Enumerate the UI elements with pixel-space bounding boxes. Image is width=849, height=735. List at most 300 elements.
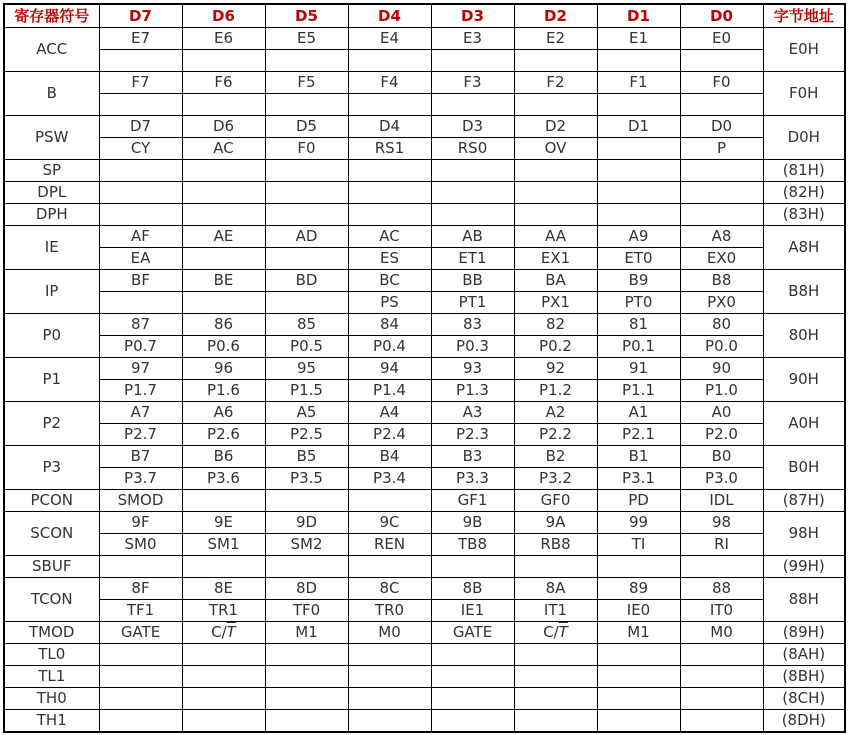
bit-address-cell: F7 xyxy=(99,72,182,94)
bit-cell xyxy=(680,666,763,688)
bit-name-cell xyxy=(348,94,431,116)
bit-cell xyxy=(348,204,431,226)
bit-name-cell: PT1 xyxy=(431,292,514,314)
bit-cell xyxy=(265,710,348,733)
bit-name-cell xyxy=(431,50,514,72)
bit-name-cell: P2.7 xyxy=(99,424,182,446)
register-bitname-row-ie xyxy=(4,248,845,270)
bit-name-cell xyxy=(597,138,680,160)
register-row-psw xyxy=(4,116,845,138)
bit-cell xyxy=(597,666,680,688)
bit-address-cell: 98 xyxy=(680,512,763,534)
bit-address-cell: B9 xyxy=(597,270,680,292)
bit-address-cell: 80 xyxy=(680,314,763,336)
bit-address-cell: 94 xyxy=(348,358,431,380)
bit-name-cell: P1.0 xyxy=(680,380,763,402)
bit-address-cell: 9F xyxy=(99,512,182,534)
bit-address-cell: 9C xyxy=(348,512,431,534)
bit-name-cell: P2.1 xyxy=(597,424,680,446)
bit-cell: M0 xyxy=(348,622,431,644)
bit-cell xyxy=(597,688,680,710)
bit-name-cell: RB8 xyxy=(514,534,597,556)
bit-cell xyxy=(514,710,597,733)
byte-address: (82H) xyxy=(763,182,845,204)
register-row-tmod xyxy=(4,622,845,644)
register-row-scon xyxy=(4,512,845,534)
bit-name-cell xyxy=(182,50,265,72)
bit-name-cell: P3.7 xyxy=(99,468,182,490)
bit-address-cell: 82 xyxy=(514,314,597,336)
bit-name-cell xyxy=(597,94,680,116)
bit-name-cell: ES xyxy=(348,248,431,270)
bit-name-cell: P2.0 xyxy=(680,424,763,446)
header-bit-d7: D7 xyxy=(99,4,182,28)
bit-name-cell: PS xyxy=(348,292,431,314)
bit-cell xyxy=(348,710,431,733)
bit-name-cell: P0.5 xyxy=(265,336,348,358)
bit-cell xyxy=(182,204,265,226)
bit-name-cell: P1.5 xyxy=(265,380,348,402)
byte-address: (8CH) xyxy=(763,688,845,710)
bit-address-cell: 86 xyxy=(182,314,265,336)
bit-cell xyxy=(348,556,431,578)
register-name: TCON xyxy=(4,578,99,622)
bit-cell xyxy=(597,556,680,578)
bit-cell xyxy=(182,688,265,710)
bit-name-cell xyxy=(514,94,597,116)
bit-address-cell: 90 xyxy=(680,358,763,380)
byte-address: (83H) xyxy=(763,204,845,226)
bit-name-cell xyxy=(99,292,182,314)
bit-name-cell: SM2 xyxy=(265,534,348,556)
bit-name-cell: P0.1 xyxy=(597,336,680,358)
bit-address-cell: 8E xyxy=(182,578,265,600)
bit-cell xyxy=(182,182,265,204)
bit-address-cell: B5 xyxy=(265,446,348,468)
bit-cell xyxy=(680,688,763,710)
bit-address-cell: A4 xyxy=(348,402,431,424)
bit-name-cell xyxy=(514,50,597,72)
register-name: P2 xyxy=(4,402,99,446)
register-row-ie xyxy=(4,226,845,248)
bit-cell: GF0 xyxy=(514,490,597,512)
bit-cell xyxy=(182,160,265,182)
bit-address-cell: 9D xyxy=(265,512,348,534)
register-name: IP xyxy=(4,270,99,314)
bit-cell xyxy=(431,556,514,578)
register-bitname-row-tcon xyxy=(4,600,845,622)
bit-cell xyxy=(265,160,348,182)
bit-name-cell: PX0 xyxy=(680,292,763,314)
byte-address: (8DH) xyxy=(763,710,845,733)
bit-address-cell: 81 xyxy=(597,314,680,336)
bit-cell xyxy=(431,666,514,688)
bit-name-cell: P0.7 xyxy=(99,336,182,358)
bit-cell xyxy=(182,490,265,512)
byte-address: B0H xyxy=(763,446,845,490)
bit-address-cell: E1 xyxy=(597,28,680,50)
bit-address-cell: B3 xyxy=(431,446,514,468)
bit-name-cell: EA xyxy=(99,248,182,270)
byte-address: 90H xyxy=(763,358,845,402)
sfr-table xyxy=(3,3,846,733)
bit-cell xyxy=(514,182,597,204)
bit-address-cell: 95 xyxy=(265,358,348,380)
bit-address-cell: 83 xyxy=(431,314,514,336)
bit-name-cell xyxy=(182,94,265,116)
bit-address-cell: D7 xyxy=(99,116,182,138)
register-bitname-row-p3 xyxy=(4,468,845,490)
bit-name-cell: F0 xyxy=(265,138,348,160)
bit-address-cell: B4 xyxy=(348,446,431,468)
register-name: P0 xyxy=(4,314,99,358)
bit-address-cell: BD xyxy=(265,270,348,292)
bit-cell xyxy=(348,688,431,710)
bit-cell xyxy=(597,204,680,226)
bit-address-cell: 8B xyxy=(431,578,514,600)
header-bit-d3: D3 xyxy=(431,4,514,28)
bit-cell xyxy=(265,204,348,226)
bit-address-cell: F2 xyxy=(514,72,597,94)
bit-cell xyxy=(680,710,763,733)
bit-name-cell: EX1 xyxy=(514,248,597,270)
bit-cell xyxy=(348,182,431,204)
bit-address-cell: 99 xyxy=(597,512,680,534)
bit-address-cell: D0 xyxy=(680,116,763,138)
register-name: P1 xyxy=(4,358,99,402)
bit-cell xyxy=(348,644,431,666)
bit-address-cell: D6 xyxy=(182,116,265,138)
bit-name-cell: CY xyxy=(99,138,182,160)
bit-cell xyxy=(182,666,265,688)
bit-name-cell: TF1 xyxy=(99,600,182,622)
bit-address-cell: AB xyxy=(431,226,514,248)
bit-cell xyxy=(99,556,182,578)
bit-cell xyxy=(431,688,514,710)
bit-address-cell: E6 xyxy=(182,28,265,50)
bit-name-cell xyxy=(265,50,348,72)
register-row-p2 xyxy=(4,402,845,424)
bit-name-cell xyxy=(182,292,265,314)
bit-cell xyxy=(514,160,597,182)
register-name: TL1 xyxy=(4,666,99,688)
bit-name-cell xyxy=(597,50,680,72)
byte-address: 88H xyxy=(763,578,845,622)
register-row-tl1 xyxy=(4,666,845,688)
bit-cell xyxy=(597,644,680,666)
byte-address: (99H) xyxy=(763,556,845,578)
register-name: SCON xyxy=(4,512,99,556)
bit-name-cell: P1.7 xyxy=(99,380,182,402)
register-row-tcon xyxy=(4,578,845,600)
bit-name-cell: P3.0 xyxy=(680,468,763,490)
header-bit-d6: D6 xyxy=(182,4,265,28)
register-row-p1 xyxy=(4,358,845,380)
register-row-dph xyxy=(4,204,845,226)
bit-cell xyxy=(680,182,763,204)
bit-address-cell: AD xyxy=(265,226,348,248)
bit-name-cell: P2.3 xyxy=(431,424,514,446)
register-row-th1 xyxy=(4,710,845,733)
bit-name-cell xyxy=(99,94,182,116)
sfr-table-sheet xyxy=(3,3,846,733)
register-bitname-row-p0 xyxy=(4,336,845,358)
bit-cell: GATE xyxy=(99,622,182,644)
bit-cell xyxy=(680,644,763,666)
bit-cell: M1 xyxy=(265,622,348,644)
bit-address-cell: B7 xyxy=(99,446,182,468)
register-row-p0 xyxy=(4,314,845,336)
bit-name-cell: P3.5 xyxy=(265,468,348,490)
register-name: SBUF xyxy=(4,556,99,578)
bit-address-cell: 8F xyxy=(99,578,182,600)
header-address: 字节地址 xyxy=(763,4,845,28)
byte-address: (81H) xyxy=(763,160,845,182)
bit-name-cell xyxy=(680,94,763,116)
bit-name-cell: P1.1 xyxy=(597,380,680,402)
bit-cell xyxy=(431,710,514,733)
bit-name-cell: P1.4 xyxy=(348,380,431,402)
byte-address: A0H xyxy=(763,402,845,446)
register-row-th0 xyxy=(4,688,845,710)
bit-cell xyxy=(348,160,431,182)
bit-cell xyxy=(514,204,597,226)
bit-cell xyxy=(265,556,348,578)
byte-address: (87H) xyxy=(763,490,845,512)
bit-name-cell: SM0 xyxy=(99,534,182,556)
bit-address-cell: 8A xyxy=(514,578,597,600)
bit-cell xyxy=(431,644,514,666)
register-row-b xyxy=(4,72,845,94)
bit-cell xyxy=(348,666,431,688)
bit-address-cell: 91 xyxy=(597,358,680,380)
bit-cell xyxy=(514,644,597,666)
bit-address-cell: E3 xyxy=(431,28,514,50)
bit-address-cell: B8 xyxy=(680,270,763,292)
bit-name-cell: P2.5 xyxy=(265,424,348,446)
byte-address: (89H) xyxy=(763,622,845,644)
bit-name-cell: P0.0 xyxy=(680,336,763,358)
bit-address-cell: F4 xyxy=(348,72,431,94)
bit-address-cell: F5 xyxy=(265,72,348,94)
bit-name-cell: P3.4 xyxy=(348,468,431,490)
bit-name-cell: PX1 xyxy=(514,292,597,314)
bit-cell xyxy=(265,644,348,666)
bit-address-cell: B0 xyxy=(680,446,763,468)
bit-name-cell: P2.6 xyxy=(182,424,265,446)
byte-address: E0H xyxy=(763,28,845,72)
register-row-ip xyxy=(4,270,845,292)
header-bit-d4: D4 xyxy=(348,4,431,28)
bit-name-cell: P1.3 xyxy=(431,380,514,402)
bit-name-cell: IT1 xyxy=(514,600,597,622)
bit-name-cell: RS1 xyxy=(348,138,431,160)
bit-address-cell: B6 xyxy=(182,446,265,468)
sfr-table-body xyxy=(4,28,845,733)
bit-cell xyxy=(514,556,597,578)
bit-name-cell: IE0 xyxy=(597,600,680,622)
bit-address-cell: 96 xyxy=(182,358,265,380)
byte-address: 98H xyxy=(763,512,845,556)
register-name: DPH xyxy=(4,204,99,226)
bit-name-cell: RI xyxy=(680,534,763,556)
bit-cell: SMOD xyxy=(99,490,182,512)
bit-name-cell: AC xyxy=(182,138,265,160)
bit-address-cell: 97 xyxy=(99,358,182,380)
header-bit-d1: D1 xyxy=(597,4,680,28)
bit-address-cell: 9B xyxy=(431,512,514,534)
bit-cell xyxy=(99,666,182,688)
bit-name-cell: P1.6 xyxy=(182,380,265,402)
bit-address-cell: AF xyxy=(99,226,182,248)
bit-name-cell: TR1 xyxy=(182,600,265,622)
bit-name-cell: TB8 xyxy=(431,534,514,556)
byte-address: (8BH) xyxy=(763,666,845,688)
bit-cell xyxy=(597,710,680,733)
bit-cell xyxy=(597,182,680,204)
bit-cell xyxy=(597,160,680,182)
bit-cell xyxy=(265,182,348,204)
byte-address: (8AH) xyxy=(763,644,845,666)
bit-address-cell: 89 xyxy=(597,578,680,600)
bit-address-cell: D2 xyxy=(514,116,597,138)
bit-address-cell: E4 xyxy=(348,28,431,50)
bit-name-cell: TF0 xyxy=(265,600,348,622)
bit-cell xyxy=(680,204,763,226)
bit-cell: $C/\overline{T}$ xyxy=(514,622,597,644)
bit-address-cell: D5 xyxy=(265,116,348,138)
bit-name-cell: P0.3 xyxy=(431,336,514,358)
bit-name-cell: IE1 xyxy=(431,600,514,622)
bit-cell xyxy=(514,688,597,710)
byte-address: D0H xyxy=(763,116,845,160)
bit-address-cell: A9 xyxy=(597,226,680,248)
bit-address-cell: A2 xyxy=(514,402,597,424)
bit-cell xyxy=(514,666,597,688)
bit-cell xyxy=(99,710,182,733)
bit-address-cell: BB xyxy=(431,270,514,292)
bit-name-cell: EX0 xyxy=(680,248,763,270)
register-bitname-row-ip xyxy=(4,292,845,314)
bit-address-cell: A1 xyxy=(597,402,680,424)
bit-address-cell: B1 xyxy=(597,446,680,468)
header-bit-d5: D5 xyxy=(265,4,348,28)
bit-cell xyxy=(265,688,348,710)
bit-address-cell: BA xyxy=(514,270,597,292)
bit-cell xyxy=(431,204,514,226)
bit-address-cell: A3 xyxy=(431,402,514,424)
bit-name-cell: IT0 xyxy=(680,600,763,622)
bit-cell xyxy=(99,160,182,182)
register-name: TMOD xyxy=(4,622,99,644)
bit-name-cell: P3.1 xyxy=(597,468,680,490)
bit-name-cell xyxy=(265,292,348,314)
register-name: IE xyxy=(4,226,99,270)
bit-cell xyxy=(680,556,763,578)
register-bitname-row-acc xyxy=(4,50,845,72)
bit-address-cell: E5 xyxy=(265,28,348,50)
bit-address-cell: 88 xyxy=(680,578,763,600)
bit-name-cell: P0.6 xyxy=(182,336,265,358)
register-name: SP xyxy=(4,160,99,182)
bit-address-cell: 87 xyxy=(99,314,182,336)
bit-name-cell: P xyxy=(680,138,763,160)
bit-name-cell: P3.6 xyxy=(182,468,265,490)
bit-name-cell xyxy=(99,50,182,72)
register-bitname-row-p1 xyxy=(4,380,845,402)
bit-name-cell: P1.2 xyxy=(514,380,597,402)
bit-address-cell: E0 xyxy=(680,28,763,50)
bit-cell xyxy=(182,710,265,733)
bit-cell xyxy=(431,182,514,204)
register-bitname-row-psw xyxy=(4,138,845,160)
bit-address-cell: F6 xyxy=(182,72,265,94)
bit-cell xyxy=(265,490,348,512)
register-row-tl0 xyxy=(4,644,845,666)
bit-cell xyxy=(680,160,763,182)
bit-address-cell: E7 xyxy=(99,28,182,50)
register-bitname-row-scon xyxy=(4,534,845,556)
register-row-dpl xyxy=(4,182,845,204)
bit-address-cell: F0 xyxy=(680,72,763,94)
bit-name-cell xyxy=(680,50,763,72)
bit-cell xyxy=(431,160,514,182)
byte-address: A8H xyxy=(763,226,845,270)
bit-name-cell: P3.3 xyxy=(431,468,514,490)
register-bitname-row-b xyxy=(4,94,845,116)
bit-cell xyxy=(348,490,431,512)
bit-name-cell: SM1 xyxy=(182,534,265,556)
bit-address-cell: D4 xyxy=(348,116,431,138)
bit-address-cell: BC xyxy=(348,270,431,292)
register-name: TH1 xyxy=(4,710,99,733)
register-row-acc xyxy=(4,28,845,50)
bit-address-cell: AA xyxy=(514,226,597,248)
register-name: TH0 xyxy=(4,688,99,710)
bit-address-cell: AC xyxy=(348,226,431,248)
register-name: PCON xyxy=(4,490,99,512)
bit-address-cell: A0 xyxy=(680,402,763,424)
bit-name-cell xyxy=(265,94,348,116)
header-bit-d0: D0 xyxy=(680,4,763,28)
bit-cell: $C/\overline{T}$ xyxy=(182,622,265,644)
bit-address-cell: 9A xyxy=(514,512,597,534)
bit-name-cell: ET0 xyxy=(597,248,680,270)
bit-cell xyxy=(182,556,265,578)
bit-name-cell: P0.2 xyxy=(514,336,597,358)
bit-cell xyxy=(99,182,182,204)
register-row-pcon xyxy=(4,490,845,512)
byte-address: B8H xyxy=(763,270,845,314)
register-name: PSW xyxy=(4,116,99,160)
bit-address-cell: 8D xyxy=(265,578,348,600)
bit-address-cell: A7 xyxy=(99,402,182,424)
bit-address-cell: BF xyxy=(99,270,182,292)
register-bitname-row-p2 xyxy=(4,424,845,446)
bit-cell xyxy=(99,644,182,666)
bit-name-cell xyxy=(265,248,348,270)
bit-name-cell xyxy=(182,248,265,270)
header-row xyxy=(4,4,845,28)
bit-name-cell: TI xyxy=(597,534,680,556)
byte-address: F0H xyxy=(763,72,845,116)
bit-cell: IDL xyxy=(680,490,763,512)
bit-cell: GATE xyxy=(431,622,514,644)
register-name: P3 xyxy=(4,446,99,490)
bit-name-cell: OV xyxy=(514,138,597,160)
bit-cell: M1 xyxy=(597,622,680,644)
bit-cell xyxy=(99,204,182,226)
